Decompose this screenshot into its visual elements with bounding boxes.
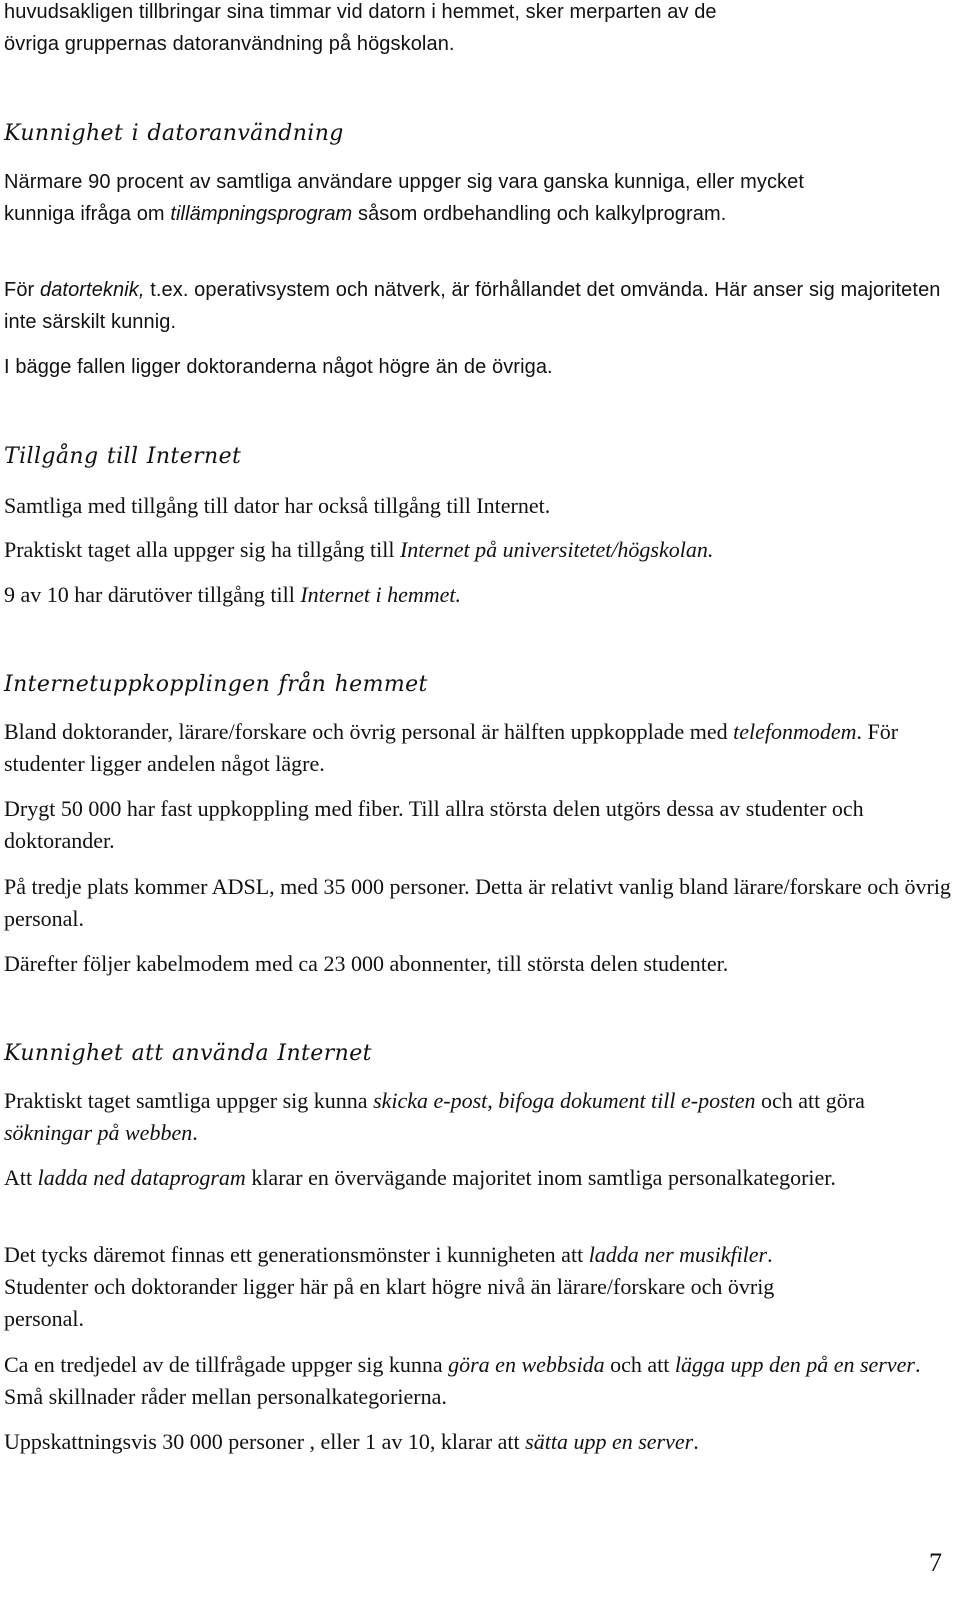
text-run: .	[693, 1429, 699, 1454]
text-run: Ca en tredjedel av de tillfrågade uppger sig kunna	[4, 1352, 449, 1377]
emphasis: ladda ner musikfiler	[588, 1242, 768, 1267]
page-number: 7	[929, 1548, 942, 1577]
text-run: och att	[604, 1352, 675, 1377]
text-run: . För studenter ligger andelen något lägre.	[4, 719, 899, 776]
heading-internet-access: Tillgång till Internet	[4, 444, 242, 469]
intro-line-2: övriga gruppernas datoranvändning på högskolan.	[4, 33, 455, 55]
text-run: såsom ordbehandling och kalkylprogram.	[352, 203, 727, 225]
heading-computer-skill: Kunnighet i datoranvändning	[4, 121, 344, 146]
computer-skill-paragraph-1	[4, 166, 834, 230]
internet-access-paragraph-2	[4, 534, 952, 566]
text-run: . Studenter och doktorander ligger här på en klart högre nivå än lärare/forskare och övrig personal.	[4, 1242, 775, 1331]
text-run: t.ex. operativsystem och nätverk, är förhållandet det omvända. Här anser sig majoriteten inte särskilt kunnig.	[4, 279, 941, 333]
emphasis: Internet i hemmet.	[300, 582, 461, 607]
internet-skill-paragraph-2	[4, 1162, 864, 1194]
intro-paragraph	[4, 0, 952, 60]
text-run: 9 av 10 har därutöver tillgång till	[4, 582, 301, 607]
emphasis: sökningar på webben	[4, 1120, 193, 1145]
computer-skill-paragraph-3: I bägge fallen ligger doktoranderna något högre än de övriga.	[4, 356, 553, 378]
heading-internet-skill: Kunnighet att använda Internet	[4, 1041, 372, 1066]
emphasis: datorteknik,	[39, 279, 145, 301]
text-run: . Små skillnader råder mellan personalkategorierna.	[4, 1352, 921, 1409]
internet-skill-paragraph-1	[4, 1085, 952, 1149]
internet-skill-paragraph-3	[4, 1239, 854, 1335]
text-run: och att göra	[755, 1088, 865, 1113]
internet-skill-paragraph-4	[4, 1349, 952, 1413]
emphasis: tillämpningsprogram	[170, 203, 353, 225]
text-run: För	[4, 279, 40, 301]
home-connection-paragraph-4: Därefter följer kabelmodem med ca 23 000 abonnenter, till största delen studenter.	[4, 951, 729, 976]
emphasis: lägga upp den på en server	[674, 1352, 915, 1377]
text-run: klarar en övervägande majoritet inom samtliga personalkategorier.	[245, 1165, 836, 1190]
text-run: ,	[487, 1088, 499, 1113]
text-run: Praktiskt taget alla uppger sig ha tillgång till	[4, 537, 400, 562]
emphasis: sätta upp en server	[525, 1429, 694, 1454]
text-run: Uppskattningsvis 30 000 personer , eller 1 av 10, klarar att	[4, 1429, 526, 1454]
emphasis: telefonmodem	[733, 719, 857, 744]
computer-skill-paragraph-2	[4, 274, 952, 338]
home-connection-paragraph-2: Drygt 50 000 har fast uppkoppling med fiber. Till allra största delen utgörs dessa av studenter och doktorander.	[4, 796, 864, 853]
emphasis: ladda ned dataprogram	[37, 1165, 246, 1190]
internet-access-paragraph-1: Samtliga med tillgång till dator har också tillgång till Internet.	[4, 493, 551, 518]
emphasis: bifoga dokument till e-posten	[498, 1088, 756, 1113]
internet-access-paragraph-3	[4, 579, 952, 611]
text-run: Det tycks däremot finnas ett generationsmönster i kunnigheten att	[4, 1242, 589, 1267]
intro-line-1: huvudsakligen tillbringar sina timmar vid datorn i hemmet, sker merparten av de	[4, 1, 717, 23]
text-run: Bland doktorander, lärare/forskare och övrig personal är hälften uppkopplade med	[4, 719, 734, 744]
text-run: Att	[4, 1165, 38, 1190]
emphasis: Internet på universitetet/högskolan.	[399, 537, 714, 562]
emphasis: göra en webbsida	[448, 1352, 605, 1377]
heading-home-connection: Internetuppkopplingen från hemmet	[4, 672, 428, 697]
home-connection-paragraph-3: På tredje plats kommer ADSL, med 35 000 personer. Detta är relativt vanlig bland lärare/forskare och övrig personal.	[4, 874, 951, 931]
emphasis: skicka e-post	[373, 1088, 488, 1113]
text-run: Praktiskt taget samtliga uppger sig kunna	[4, 1088, 374, 1113]
internet-skill-paragraph-5	[4, 1426, 952, 1458]
text-run: .	[192, 1120, 198, 1145]
home-connection-paragraph-1	[4, 716, 952, 780]
text-run: Närmare 90 procent av samtliga användare uppger sig vara ganska kunniga, eller mycket kunniga ifråga om	[4, 171, 805, 225]
